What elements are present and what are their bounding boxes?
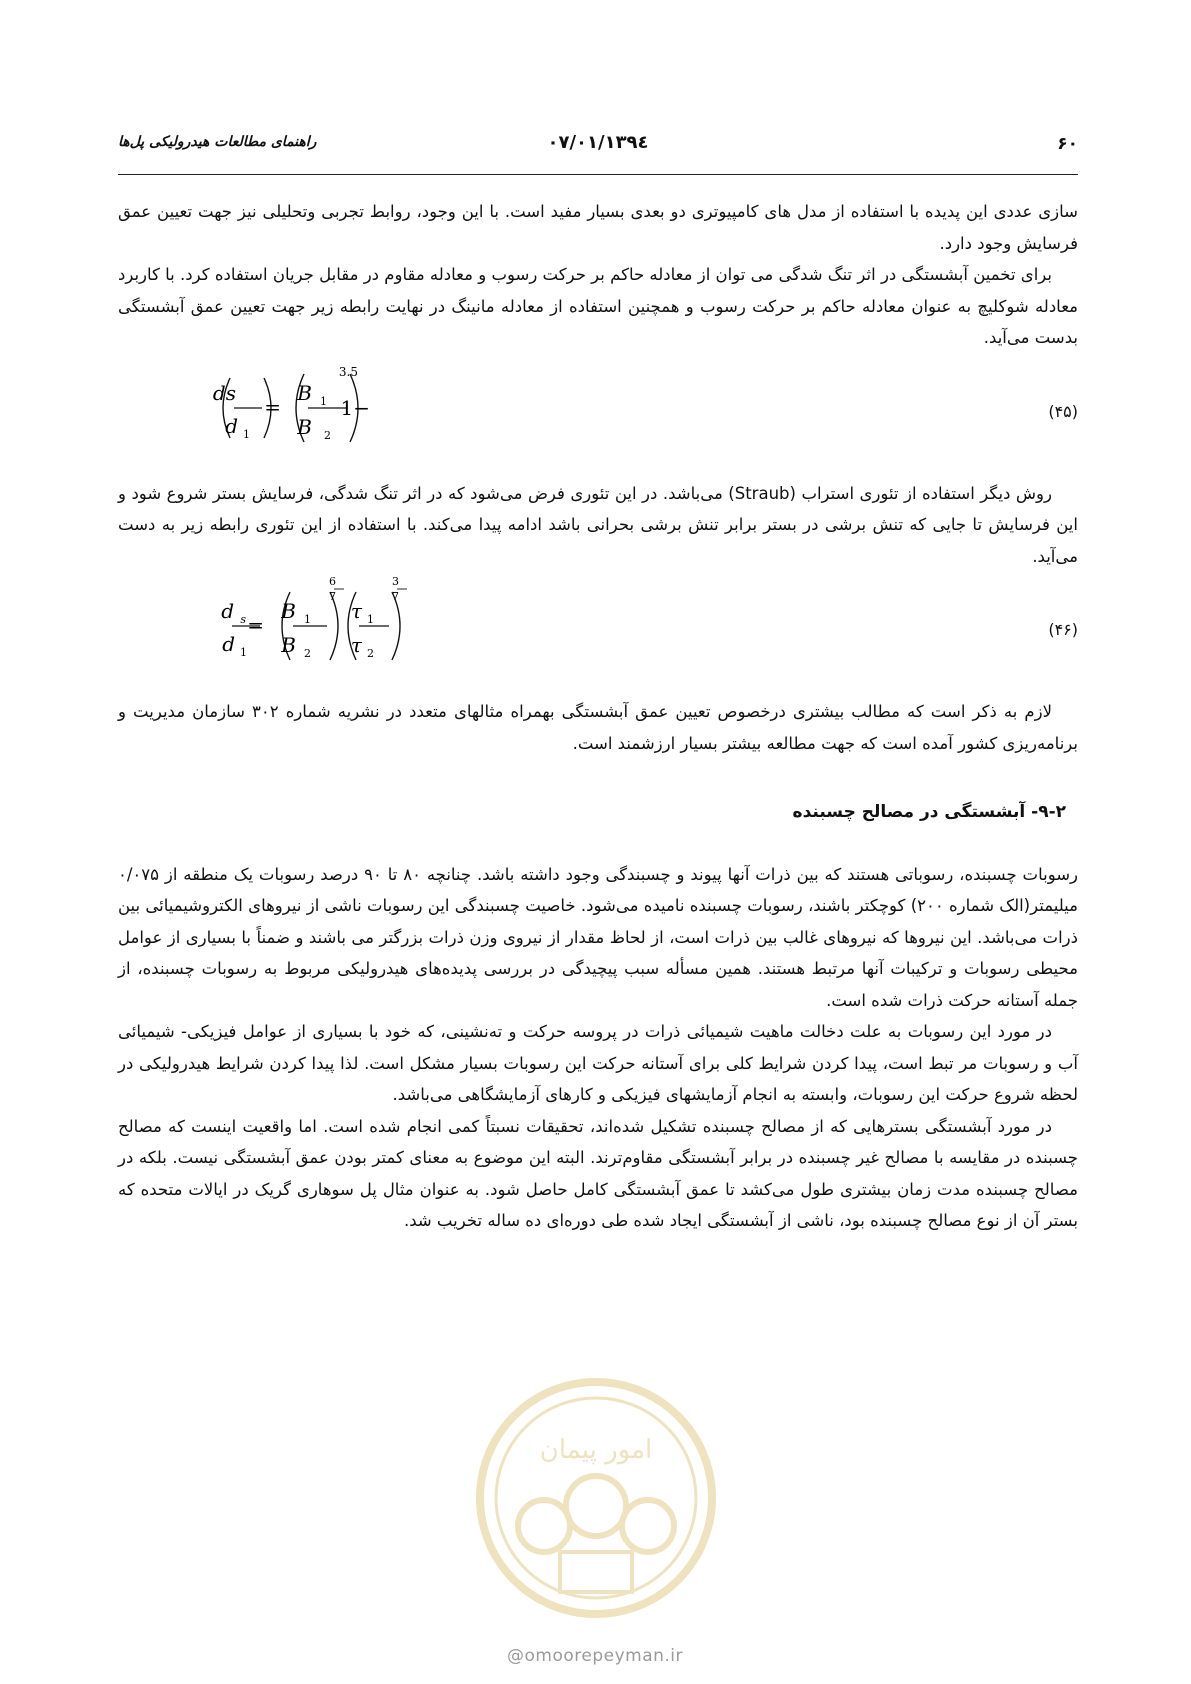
eq45-rhs-numerator-subscript: 1 <box>320 394 327 408</box>
watermark-site-url: @omoorepeyman.ir <box>506 1646 684 1666</box>
eq45-tail: −1 <box>340 395 370 420</box>
eq46-f2-denominator: τ <box>350 633 362 657</box>
paragraph: در مورد آبشستگی بسترهایی که از مصالح چسبنده تشکیل شده‌اند، تحقیقات نسبتاً کمی انجام شده است. اما واقعیت اینست که مصالح چسبنده در مقایسه با مصالح غیر چسبنده در برابر آبشستگی مقاوم‌ترند. البته این موضوع به معنای کمتر بودن عمق آبشستگی نیست. بلکه در مصالح چسبنده مدت زمان بیشتری طول می‌کشد تا عمق آبشستگی کامل حاصل شود. به عنوان مثال پل سوهاری گریک در ایالات متحده که بستر آن از نوع مصالح چسبنده بود، ناشی از آبشستگی ایجاد شده طی دوره‌ای ده ساله تخریب شد. <box>118 1116 1078 1230</box>
eq46-f1-numerator: B <box>281 599 296 623</box>
watermark-logo-text: امور پیمان <box>539 1435 653 1465</box>
eq45-exponent: 3.5 <box>338 364 358 379</box>
eq45-lhs-denominator: d <box>225 413 238 438</box>
page-number: ۶۰ <box>1057 134 1078 154</box>
eq46-lhs-denominator: d <box>222 632 235 656</box>
eq46-f1-exponent-denominator: 7 <box>329 590 336 603</box>
equation-number: (۴۵) <box>1048 401 1078 421</box>
eq46-f1-denominator-subscript: 2 <box>304 647 311 660</box>
eq46-f2-exponent-numerator: 3 <box>392 576 399 588</box>
equation-45-formula <box>118 358 518 458</box>
equation-45 <box>118 358 1078 458</box>
eq46-lhs-denominator-subscript: 1 <box>240 646 247 659</box>
gear-icon <box>518 1500 570 1552</box>
eq46-f1-denominator: B <box>281 633 296 657</box>
eq46-f2-numerator-subscript: 1 <box>367 613 374 626</box>
gear-icon <box>622 1500 674 1552</box>
eq45-lhs-denominator-subscript: 1 <box>243 427 250 441</box>
equals-sign: = <box>247 613 264 637</box>
eq46-f2-denominator-subscript: 2 <box>367 647 374 660</box>
section-heading: ۹-۲- آبشستگی در مصالح چسبنده <box>792 802 1066 822</box>
eq45-rhs-denominator-subscript: 2 <box>324 428 331 442</box>
document-title: راهنمای مطالعات هیدرولیکی پل‌ها <box>118 134 317 150</box>
equation-46 <box>118 576 1078 676</box>
eq46-f1-exponent-numerator: 6 <box>329 576 336 588</box>
equation-number: (۴۶) <box>1048 620 1078 639</box>
eq46-f1-numerator-subscript: 1 <box>304 613 311 626</box>
paragraph: برای تخمین آبشستگی در اثر تنگ شدگی می توان از معادله حاکم بر حرکت رسوب و معادله مقاوم در مقابل جریان استفاده کرد. با کاربرد معادله شوکلیچ به عنوان معادله حاکم بر حرکت رسوب و همچنین استفاده از معادله مانینگ در نهایت رابطه زیر جهت تعیین عمق آبشستگی بدست می‌آید. <box>118 265 1078 347</box>
eq45-lhs-numerator: ds <box>212 380 236 405</box>
header-date: ۱۳۹٤/۰۷/۰۱ <box>547 132 649 153</box>
equation-46-formula <box>118 576 538 676</box>
page-body <box>118 196 1078 1237</box>
paragraph: لازم به ذکر است که مطالب بیشتری درخصوص تعیین عمق آبشستگی بهمراه مثالهای متعدد در نشریه شماره ۳۰۲ سازمان مدیریت و برنامه‌ریزی کشور آمده است که جهت مطالعه بیشتر بسیار ارزشمند است. <box>118 702 1078 753</box>
building-icon <box>560 1552 632 1592</box>
header-divider <box>118 174 1078 175</box>
eq46-lhs-numerator: d <box>221 599 234 623</box>
eq45-rhs-denominator: B <box>297 414 312 439</box>
eq46-lhs-numerator-subscript: s <box>240 613 246 626</box>
eq45-rhs-numerator: B <box>297 380 312 405</box>
eq46-f2-exponent-denominator: 7 <box>392 590 399 603</box>
page-header <box>118 128 1078 164</box>
paragraph: در مورد این رسوبات به علت دخالت ماهیت شیمیائی ذرات در پروسه حرکت و ته‌نشینی، که خود با بسیاری از عوامل فیزیکی- شیمیائی آب و رسوبات مر تبط است، پیدا کردن شرایط کلی برای آستانه حرکت این رسوبات بسیار مشکل است. لذا پیدا کردن شرایط هیدرولیکی در لحظه شروع حرکت این رسوبات، وابسته به انجام آزمایشهای فیزیکی و کارهای آزمایشگاهی می‌باشد. <box>118 1022 1078 1104</box>
paragraph: سازی عددی این پدیده با استفاده از مدل های کامپیوتری دو بعدی بسیار مفید است. با این وجود، روابط تجربی وتحلیلی نیز جهت تعیین عمق فرسایش وجود دارد. <box>118 202 1078 253</box>
watermark-logo <box>474 1376 718 1620</box>
gear-icon <box>566 1476 626 1536</box>
paragraph: روش دیگر استفاده از تئوری استراب (Straub) می‌باشد. در این تئوری فرض می‌شود که در اثر تنگ شدگی، فرسایش بستر شروع شود و این فرسایش تا جایی که تنش برشی در بستر برابر تنش برشی بحرانی باشد ادامه پیدا می‌کند. با استفاده از این تئوری رابطه زیر به دست می‌آید. <box>118 483 1078 566</box>
paragraph: رسوبات چسبنده، رسوباتی هستند که بین ذرات آنها پیوند و چسبندگی وجود داشته باشد. چنانچه ۸۰ تا ۹۰ درصد رسوبات یک منطقه از ۰/۰۷۵ میلیمتر(الک شماره ۲۰۰) کوچکتر باشند، رسوبات چسبنده نامیده می‌شود. خاصیت چسبندگی این رسوبات ناشی از نیروهای الکتروشیمیائی بین ذرات می‌باشد. این نیروها که نیروهای غالب بین ذرات است، از لحاظ مقدار از نیروی وزن ذرات بزرگتر می باشند و ضمناً با بسیاری از عوامل محیطی رسوبات و ترکیبات آنها مرتبط هستند. همین مسأله سبب پیچیدگی در بررسی پدیده‌های هیدرولیکی مربوط به رسوبات چسبنده، از جمله آستانه حرکت ذرات شده است. <box>118 864 1079 1010</box>
equals-sign: = <box>264 394 281 419</box>
eq46-f2-numerator: τ <box>350 599 362 623</box>
